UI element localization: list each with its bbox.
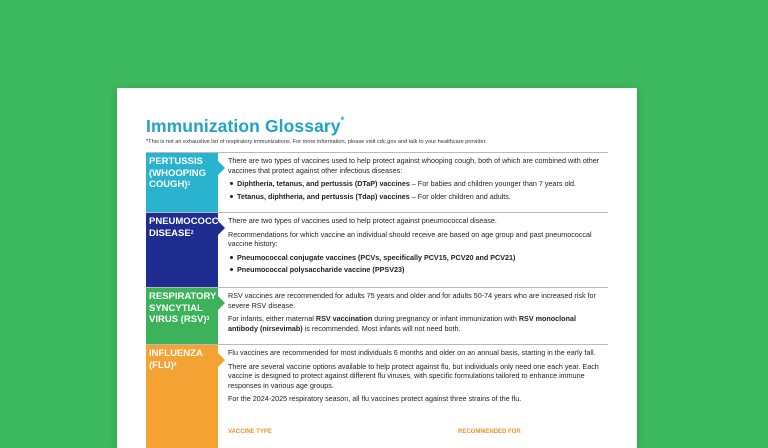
- recommended-for-header: RECOMMENDED FOR: [458, 429, 521, 435]
- influenza-p1: Flu vaccines are recommended for most individuals 6 months and older on an annual basis, starting in the early fall.: [228, 348, 596, 357]
- pertussis-list: [228, 179, 604, 201]
- row-rsv: [146, 287, 608, 344]
- content-pneumococcal: [228, 216, 604, 278]
- list-item: Pneumococcal polysaccharide vaccine (PPSV23): [237, 265, 604, 275]
- list-item: Diphtheria, tetanus, and pertussis (DTaP) vaccines – For babies and children younger than 7 years old.: [237, 179, 604, 189]
- influenza-p3: For the 2024-2025 respiratory season, all flu vaccines protect against three strains of the flu.: [228, 394, 522, 404]
- pertussis-intro: There are two types of vaccines used to help protect against whooping cough, both of which are combined with other vaccines that protect against other infectious diseases:: [228, 156, 600, 175]
- label-pertussis: PERTUSSIS (WHOOPING COUGH)$^1$: [146, 153, 218, 212]
- list-item: Pneumococcal conjugate vaccines (PCVs, specifically PCV15, PCV20 and PCV21): [237, 253, 604, 263]
- rsv-p2: For infants, either maternal RSV vaccination during pregnancy or infant immunization with RSV monoclonal antibody (nirsevimab) is recommended. Most infants will not need both.: [228, 314, 576, 333]
- pneumococcal-list: [228, 253, 604, 275]
- label-influenza: INFLUENZA (FLU)$^4$: [146, 345, 218, 448]
- page-title: Immunization Glossary*: [146, 115, 345, 136]
- row-influenza: [146, 344, 608, 448]
- pneumococcal-p1: There are two types of vaccines used to help protect against pneumococcal disease.: [228, 216, 497, 225]
- disclaimer: *This is not an exhaustive list of respiratory immunizations. For more information, please visit cdc.gov and talk to your healthcare provider.: [146, 139, 487, 145]
- list-item: Tetanus, diphtheria, and pertussis (Tdap) vaccines – For older children and adults.: [237, 192, 604, 202]
- pneumococcal-p2: Recommendations for which vaccine an individual should receive are based on age group and past pneumococcal vaccine history:: [228, 229, 592, 249]
- glossary-sheet: [117, 88, 637, 448]
- row-pneumococcal: [146, 212, 608, 287]
- rsv-p1: RSV vaccines are recommended for adults 75 years and older and for adults 50-74 years who are increased risk for severe RSV disease.: [228, 291, 596, 310]
- influenza-p2: There are several vaccine options available to help protect against flu, but individuals only need one each year. Each vaccine is designed to protect against different flu viruses, with specific formulations tailored to enhance immune responses in various age groups.: [228, 361, 599, 390]
- vaccine-type-header: VACCINE TYPE: [228, 429, 272, 435]
- row-pertussis: [146, 152, 608, 212]
- content-rsv: [228, 291, 604, 337]
- label-rsv: RESPIRATORY SYNCYTIAL VIRUS (RSV)$^3$: [146, 288, 218, 344]
- content-influenza: [228, 348, 604, 408]
- label-pneumococcal: PNEUMOCOCCAL DISEASE$^2$: [146, 213, 218, 287]
- content-pertussis: [228, 156, 604, 204]
